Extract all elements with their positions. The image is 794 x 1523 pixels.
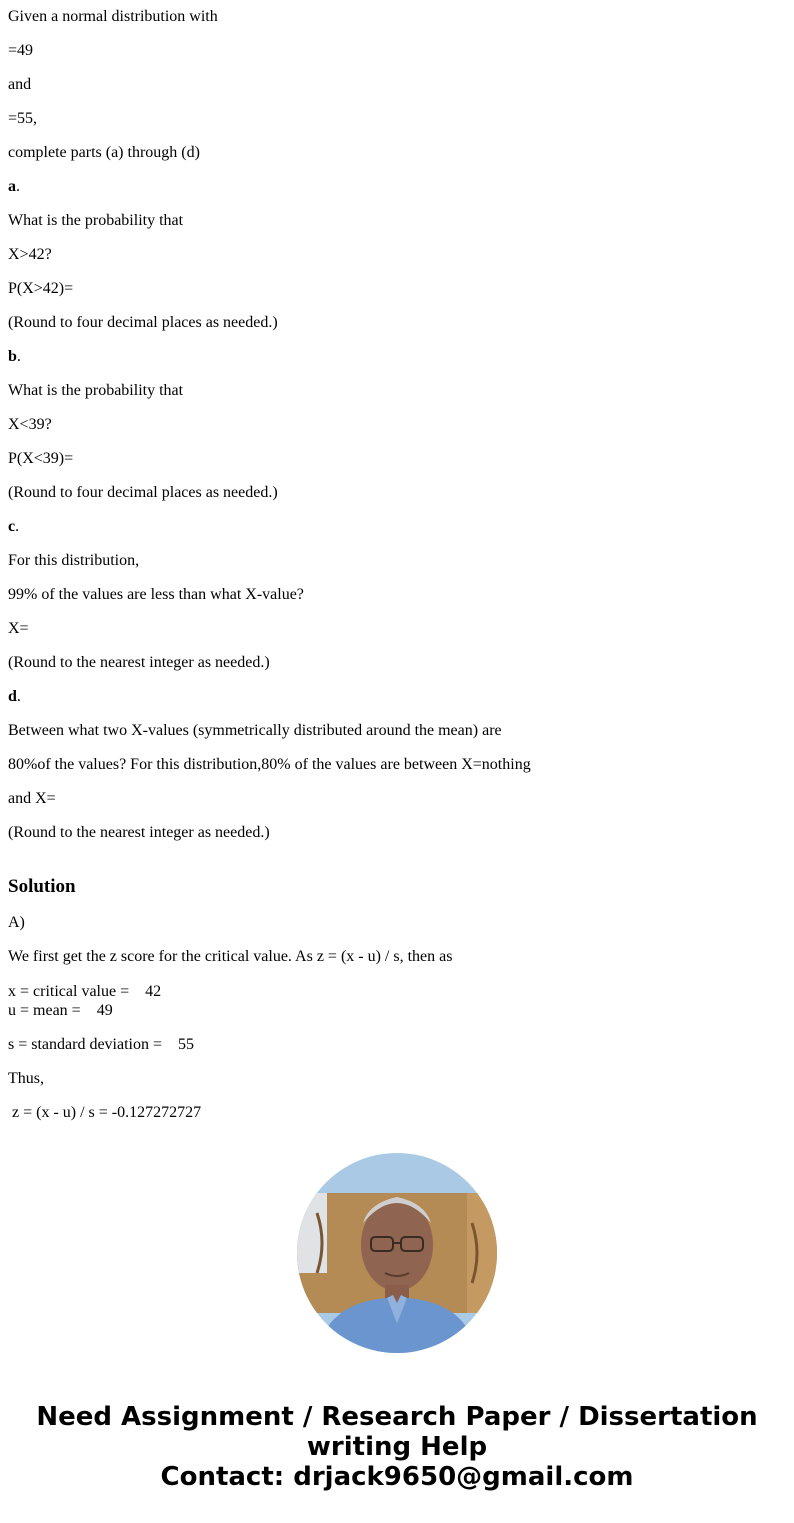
question-line-4: =55, xyxy=(8,110,38,127)
question-line-3: and xyxy=(8,76,32,93)
author-photo xyxy=(297,1153,497,1353)
solution-z-line: z = (x - u) / s = -0.127272727 xyxy=(12,1104,202,1121)
promo-line-1: Need Assignment / Research Paper / Dissertation xyxy=(36,1402,758,1432)
part-d-line-3: and X= xyxy=(8,790,56,807)
part-d-line-2: 80%of the values? For this distribution,80% of the values are between X=nothing xyxy=(8,756,531,773)
part-c-line-3: X= xyxy=(8,620,29,637)
part-a-label: a. xyxy=(8,178,20,195)
part-b-line-2: X<39? xyxy=(8,416,52,433)
solution-s-line: s = standard deviation = 55 xyxy=(8,1036,195,1053)
part-b-label: b. xyxy=(8,348,21,365)
part-a-line-4: (Round to four decimal places as needed.) xyxy=(8,314,278,331)
promo-line-2: writing Help xyxy=(306,1432,488,1462)
document-content xyxy=(8,0,778,1122)
question-line-5: complete parts (a) through (d) xyxy=(8,144,200,161)
solution-x-line: x = critical value = 42 xyxy=(8,983,162,1000)
part-c-label: c. xyxy=(8,518,20,535)
part-b-line-4: (Round to four decimal places as needed.) xyxy=(8,484,278,501)
part-d-line-1: Between what two X-values (symmetrically distributed around the mean) are xyxy=(8,722,502,739)
promo-contact: Contact: drjack9650@gmail.com xyxy=(160,1462,634,1492)
part-d-line-4: (Round to the nearest integer as needed.) xyxy=(8,824,270,841)
author-avatar xyxy=(297,1153,497,1353)
part-c-line-2: 99% of the values are less than what X-value? xyxy=(8,586,304,603)
part-c-line-4: (Round to the nearest integer as needed.) xyxy=(8,654,270,671)
part-b-line-1: What is the probability that xyxy=(8,382,184,399)
part-d-label: d. xyxy=(8,688,21,705)
question-line-2: =49 xyxy=(8,42,34,59)
solution-u-line: u = mean = 49 xyxy=(8,1002,113,1019)
solution-heading: Solution xyxy=(8,876,76,897)
promo-banner xyxy=(0,1402,794,1492)
part-a-line-2: X>42? xyxy=(8,246,52,263)
solution-intro: We first get the z score for the critical value. As z = (x - u) / s, then as xyxy=(8,948,453,965)
solution-part-label: A) xyxy=(8,914,25,931)
solution-thus: Thus, xyxy=(8,1070,44,1087)
question-line-1: Given a normal distribution with xyxy=(8,8,218,25)
part-a-line-3: P(X>42)= xyxy=(8,280,74,297)
part-a-line-1: What is the probability that xyxy=(8,212,184,229)
part-c-line-1: For this distribution, xyxy=(8,552,140,569)
part-b-line-3: P(X<39)= xyxy=(8,450,74,467)
